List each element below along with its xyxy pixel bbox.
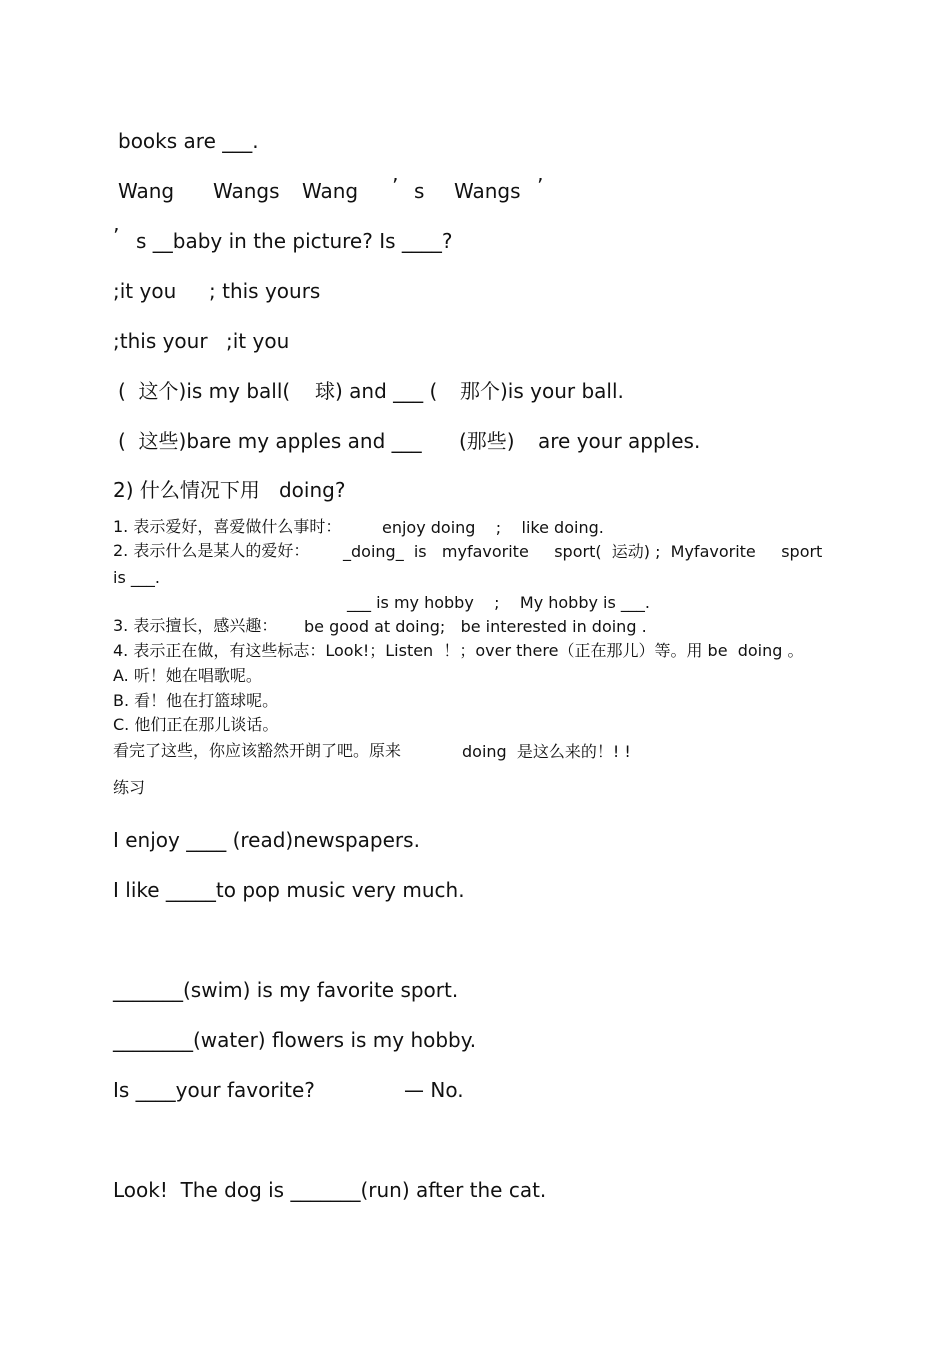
summary-text: 看完了这些，你应该豁然开朗了吧。原来 xyxy=(113,741,402,760)
line-these-apples: ( 这些)bare my apples and ___ xyxy=(118,429,422,453)
rule-4: 4. 表示正在做，有这些标志：Look!；Listen ！；over there（正在那儿）等。用 be doing 。 xyxy=(113,641,804,660)
line-wang-3: Wang xyxy=(302,179,359,203)
line-books: books are ___. xyxy=(118,129,259,153)
line-wang-1: Wang xyxy=(118,179,175,203)
line-wang-2: Wangs xyxy=(213,179,280,203)
line-your-apples: are your apples. xyxy=(538,429,701,453)
line-baby-apostrophe: ’ xyxy=(113,224,120,248)
rule-3-text: be good at doing; be interested in doing . xyxy=(304,617,647,636)
option-it-you: ;it you xyxy=(113,279,177,303)
exercise-5: Is ____your favorite? xyxy=(113,1078,315,1102)
line-wang-s: s xyxy=(414,179,425,203)
rule-1-text: enjoy doing ; like doing. xyxy=(382,518,604,537)
exercise-4: ________(water) flowers is my hobby. xyxy=(113,1028,477,1052)
rule-1-label: 1. 表示爱好，喜爱做什么事时： xyxy=(113,517,342,536)
rule-2-cont: is ___. xyxy=(113,568,160,587)
rule-2-hobby: ___ is my hobby ; My hobby is ___. xyxy=(347,593,650,612)
line-those: (那些) xyxy=(459,429,515,453)
summary-doing: doing 是这么来的！! ! xyxy=(462,742,631,761)
rule-2-text: _doing_ is myfavorite sport( 运动) ; Myfavorite sport xyxy=(343,542,823,561)
line-baby: s __baby in the picture? Is ____? xyxy=(136,229,453,253)
section-heading: 2) 什么情况下用 doing? xyxy=(113,478,346,502)
option-this-yours: ; this yours xyxy=(209,279,321,303)
line-wang-apostrophe-2: ’ xyxy=(537,174,544,198)
line-that-ball: 那个)is your ball. xyxy=(460,379,624,403)
line-this-ball: ( 这个)is my ball( xyxy=(118,379,291,403)
line-ball-and: 球) and ___ ( xyxy=(315,379,438,403)
exercise-5-answer: — No. xyxy=(404,1078,464,1102)
option-it-you-2: ;it you xyxy=(226,329,290,353)
practice-heading: 练习 xyxy=(113,778,146,797)
option-this-your: ;this your xyxy=(113,329,208,353)
rule-3-label: 3. 表示擅长，感兴趣： xyxy=(113,616,278,635)
line-wang-4: Wangs xyxy=(454,179,521,203)
rule-2-label: 2. 表示什么是某人的爱好： xyxy=(113,541,310,560)
example-c: C. 他们正在那儿谈话。 xyxy=(113,715,279,734)
exercise-2: I like _____to pop music very much. xyxy=(113,878,465,902)
exercise-6: Look! The dog is _______(run) after the cat. xyxy=(113,1178,547,1202)
exercise-1: I enjoy ____ (read)newspapers. xyxy=(113,828,420,852)
line-wang-apostrophe-1: ’ xyxy=(392,174,399,198)
example-b: B. 看！他在打篮球呢。 xyxy=(113,691,279,710)
exercise-3: _______(swim) is my favorite sport. xyxy=(113,978,459,1002)
example-a: A. 听！她在唱歌呢。 xyxy=(113,666,262,685)
